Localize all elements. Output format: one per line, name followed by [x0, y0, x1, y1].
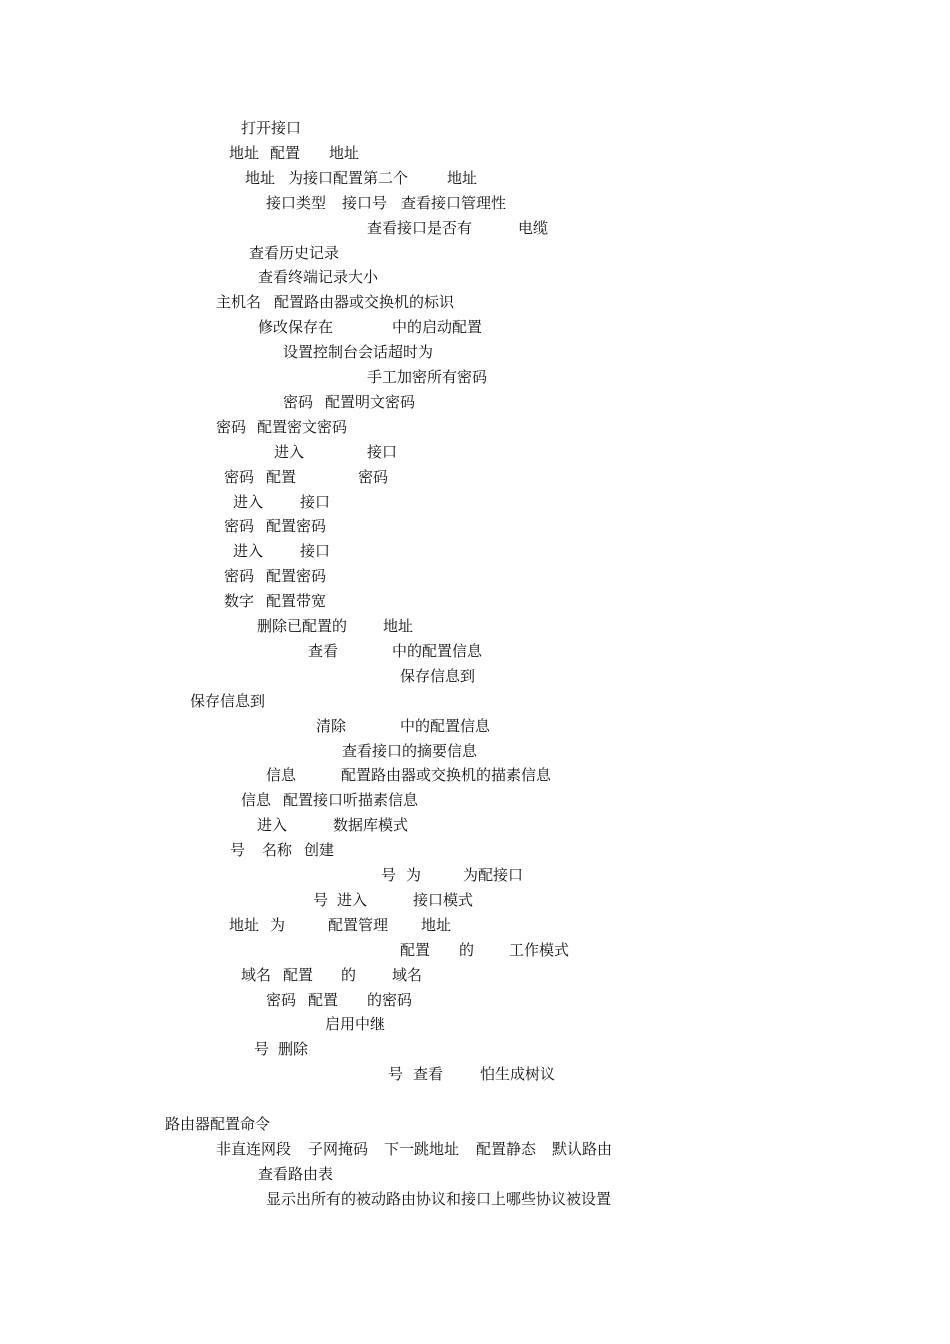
- text-segment: 中的配置信息: [392, 641, 483, 660]
- text-segment: 为: [406, 866, 422, 884]
- text-segment: 号: [230, 841, 246, 860]
- text-segment: 为配接口: [463, 866, 524, 884]
- text-line: [0, 639, 950, 663]
- text-line: [0, 340, 950, 364]
- text-line: [0, 365, 950, 389]
- text-line: [0, 166, 950, 190]
- text-segment: 接口: [300, 542, 331, 561]
- text-segment: 信息: [241, 791, 272, 810]
- text-line: [0, 490, 950, 514]
- text-line: [0, 614, 950, 638]
- text-segment: 号: [313, 890, 329, 909]
- text-segment: 为接口配置第二个: [288, 168, 409, 187]
- text-segment: 进入: [337, 890, 368, 909]
- text-segment: 密码: [358, 467, 389, 486]
- text-segment: 中的启动配置: [392, 318, 483, 337]
- text-segment: 设置控制台会话超时为: [283, 343, 434, 362]
- text-line: [0, 938, 950, 962]
- text-line: [0, 788, 950, 812]
- text-line: [0, 763, 950, 787]
- text-segment: 的: [341, 965, 357, 984]
- text-segment: 配置: [270, 143, 301, 162]
- text-segment: 删除: [278, 1040, 309, 1059]
- text-line: [0, 1137, 950, 1161]
- text-segment: 密码: [224, 467, 255, 486]
- text-segment: 保存信息到: [400, 666, 476, 685]
- text-segment: 配置明文密码: [325, 392, 416, 411]
- text-segment: 接口模式: [413, 890, 474, 909]
- text-segment: 配置: [308, 990, 339, 1009]
- text-line: [0, 241, 950, 265]
- text-segment: 密码: [283, 392, 314, 411]
- text-segment: 查看: [413, 1065, 444, 1084]
- text-segment: 名称: [262, 841, 293, 860]
- text-segment: 查看历史记录: [249, 243, 340, 262]
- text-segment: 查看接口的摘要信息: [342, 741, 478, 760]
- text-line: [0, 290, 950, 314]
- text-segment: 删除已配置的: [257, 617, 348, 635]
- text-segment: 非直连网段: [216, 1139, 292, 1158]
- text-line: [0, 191, 950, 215]
- text-segment: 密码: [266, 990, 297, 1009]
- text-line: [0, 1062, 950, 1086]
- text-line: [0, 838, 950, 862]
- text-segment: 的密码: [367, 990, 413, 1009]
- text-segment: 数据库模式: [333, 816, 409, 835]
- text-segment: 号: [388, 1065, 404, 1084]
- text-segment: 中的配置信息: [400, 716, 491, 735]
- text-segment: 配置路由器或交换机的描素信息: [341, 766, 552, 785]
- text-segment: 号: [381, 866, 397, 884]
- text-segment: 配置路由器或交换机的标识: [274, 293, 455, 312]
- text-segment: 默认路由: [552, 1139, 613, 1158]
- text-segment: 进入: [274, 442, 305, 461]
- text-segment: 查看终端记录大小: [258, 268, 379, 287]
- text-line: [0, 913, 950, 937]
- text-segment: 清除: [316, 716, 347, 735]
- text-segment: 配置管理: [328, 915, 389, 934]
- text-line: [0, 739, 950, 763]
- text-line: [0, 988, 950, 1012]
- text-line: [0, 440, 950, 464]
- text-segment: 配置密文密码: [257, 417, 348, 436]
- text-segment: 子网掩码: [308, 1139, 369, 1158]
- text-line: [0, 813, 950, 837]
- text-line: [0, 390, 950, 414]
- text-segment: 查看: [308, 641, 339, 660]
- text-segment: 密码: [216, 417, 247, 436]
- text-segment: 域名: [392, 965, 423, 984]
- text-segment: 工作模式: [509, 940, 570, 959]
- text-line: [0, 589, 950, 613]
- text-line: [0, 888, 950, 912]
- text-segment: 进入: [233, 542, 264, 561]
- text-segment: 主机名: [216, 293, 262, 312]
- text-segment: 电缆: [518, 218, 549, 237]
- text-line: [0, 1087, 950, 1111]
- text-line: [0, 564, 950, 588]
- text-segment: 显示出所有的被动路由协议和接口上哪些协议被设置: [266, 1189, 612, 1208]
- text-segment: 地址: [421, 915, 452, 934]
- text-segment: 接口: [367, 442, 398, 461]
- text-line: [0, 465, 950, 489]
- text-segment: 修改保存在: [258, 318, 334, 337]
- text-line: [0, 863, 950, 887]
- text-segment: 地址: [229, 143, 260, 162]
- text-segment: 号: [254, 1040, 270, 1059]
- text-line: [0, 1162, 950, 1186]
- text-segment: 配置静态: [476, 1139, 537, 1158]
- text-segment: 地址: [383, 617, 414, 635]
- text-segment: 地址: [329, 143, 360, 162]
- text-line: [0, 116, 950, 140]
- text-segment: 的: [459, 940, 475, 959]
- text-segment: 查看接口是否有: [367, 218, 473, 237]
- text-line: [0, 1187, 950, 1211]
- text-segment: 保存信息到: [190, 691, 266, 710]
- text-segment: 配置带宽: [266, 592, 327, 611]
- text-line: [0, 315, 950, 339]
- text-segment: 接口类型: [266, 193, 327, 212]
- text-line: [0, 1012, 950, 1036]
- text-segment: 接口号: [342, 193, 388, 212]
- text-line: [0, 415, 950, 439]
- text-line: [0, 514, 950, 538]
- text-segment: 手工加密所有密码: [367, 368, 488, 386]
- text-segment: 密码: [224, 567, 255, 586]
- text-line: [0, 141, 950, 165]
- text-segment: 下一跳地址: [384, 1139, 460, 1158]
- text-line: [0, 1112, 950, 1136]
- text-line: [0, 265, 950, 289]
- text-segment: 配置密码: [266, 517, 327, 536]
- text-line: [0, 1037, 950, 1061]
- text-segment: 配置: [400, 940, 431, 959]
- text-segment: 进入: [257, 816, 288, 835]
- text-segment: 接口: [300, 492, 331, 511]
- text-line: [0, 539, 950, 563]
- text-segment: 启用中继: [325, 1015, 386, 1034]
- text-segment: 配置接口听描素信息: [283, 791, 419, 810]
- text-segment: 配置: [266, 467, 297, 486]
- text-segment: 查看路由表: [258, 1164, 334, 1183]
- text-segment: 创建: [304, 841, 335, 860]
- text-line: [0, 664, 950, 688]
- text-segment: 查看接口管理性: [401, 193, 507, 212]
- text-segment: 数字: [224, 592, 255, 611]
- text-segment: 打开接口: [241, 119, 302, 137]
- text-line: [0, 714, 950, 738]
- text-segment: 配置密码: [266, 567, 327, 586]
- text-segment: 进入: [233, 492, 264, 511]
- text-segment: 地址: [447, 168, 478, 187]
- text-segment: 信息: [266, 766, 297, 785]
- text-segment: 配置: [283, 965, 314, 984]
- text-segment: 地址: [245, 168, 276, 187]
- text-segment: 路由器配置命令: [165, 1115, 271, 1133]
- text-line: [0, 216, 950, 240]
- text-segment: 密码: [224, 517, 255, 536]
- text-segment: 为: [270, 915, 286, 934]
- text-segment: 怕生成树议: [480, 1065, 556, 1084]
- text-line: [0, 963, 950, 987]
- text-segment: 域名: [241, 965, 272, 984]
- text-segment: 地址: [229, 915, 260, 934]
- text-line: [0, 689, 950, 713]
